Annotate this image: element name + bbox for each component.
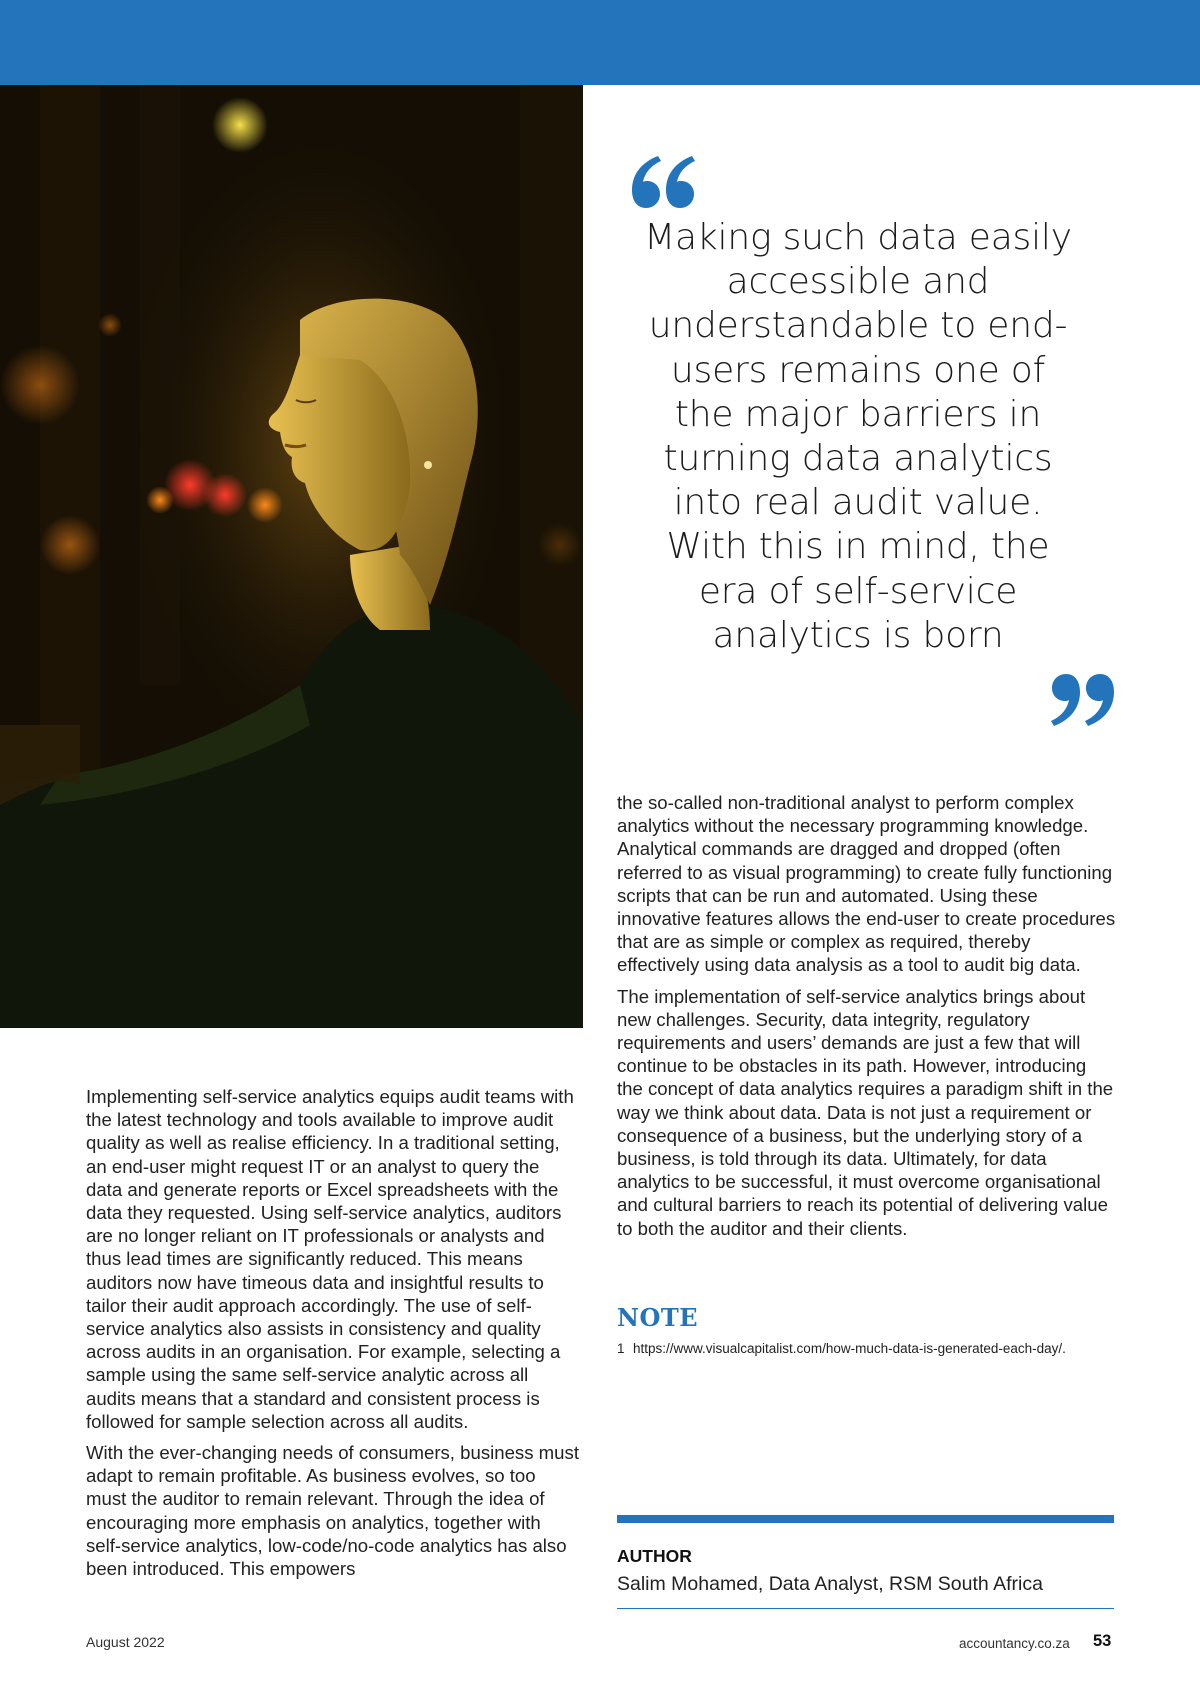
author-divider bbox=[617, 1515, 1114, 1523]
note-number: 1 bbox=[617, 1341, 625, 1356]
author-label: AUTHOR bbox=[617, 1546, 692, 1566]
paragraph: Implementing self-service analytics equips audit teams with the latest technology and tools available to improve audit quality as well as realise efficiency. In a traditional setting, an end-user might request IT or an analyst to query the data and generate reports or Excel spreadsheets with the data they requested. Using self-service analytics, auditors are no longer reliant on IT professionals or analysts and thus lead times are significantly reduced. This means auditors now have timeous data and insightful results to tailor their audit approach accordingly. The use of self-service analytics also assists in consistency and quality across audits in an organisation. For example, selecting a sample using the same self-service analytic across all audits means that a standard and consistent process is followed for sample selection across all audits. bbox=[86, 1086, 574, 1432]
note-heading: NOTE bbox=[617, 1303, 698, 1332]
paragraph: With the ever-changing needs of consumers, business must adapt to remain profitable. As business evolves, so too must the auditor to remain relevant. Through the idea of encouraging more emphasis on analytics, together with self-service analytics, low-code/no-code analytics has also been introduced. This empowers bbox=[86, 1442, 579, 1580]
page-number: 53 bbox=[1093, 1632, 1112, 1650]
woman-profile-night-lights-photo-icon bbox=[0, 85, 583, 1028]
footer-site: accountancy.co.za bbox=[959, 1636, 1070, 1651]
author-name: Salim Mohamed, Data Analyst, RSM South Africa bbox=[617, 1573, 1043, 1595]
paragraph: The implementation of self-service analytics brings about new challenges. Security, data integrity, regulatory requirements and users’ demands are just a few that will continue to be obstacles in its path. However, introducing the concept of data analytics requires a paradigm shift in the way we think about data. Data is not just a requirement or consequence of a business, but the underlying story of a business, is told through its data. Ultimately, for data analytics to be successful, it must overcome organisational and cultural barriers to reach its potential of delivering value to both the auditor and their clients. bbox=[617, 985, 1114, 1239]
note-link[interactable]: https://www.visualcapitalist.com/how-much-data-is-generated-each-day/. bbox=[633, 1341, 1066, 1356]
close-quote-icon bbox=[1048, 670, 1118, 732]
left-column-body bbox=[86, 1085, 580, 1588]
article-photo bbox=[0, 85, 583, 1028]
pull-quote-block bbox=[620, 150, 1120, 730]
paragraph: the so-called non-traditional analyst to perform complex analytics without the necessary programming knowledge. Analytical commands are dragged and dropped (often referred to as visual programming) to create fully functioning scripts that can be run and automated. Using these innovative features allows the end-user to create procedures that are as simple or complex as required, thereby effectively using data analysis as a tool to audit big data. bbox=[617, 792, 1116, 976]
author-underline bbox=[617, 1608, 1114, 1609]
footer-date: August 2022 bbox=[86, 1634, 165, 1650]
pull-quote-text: Making such data easily accessible and understandable to end-users remains one of the major barriers in turning data analytics into real audit value. With this in mind, the era of self-service analytics is born bbox=[644, 217, 1072, 656]
right-column-body bbox=[617, 791, 1117, 1248]
note-item bbox=[617, 1341, 1137, 1356]
top-color-band bbox=[0, 0, 1200, 85]
open-quote-icon bbox=[628, 150, 698, 212]
